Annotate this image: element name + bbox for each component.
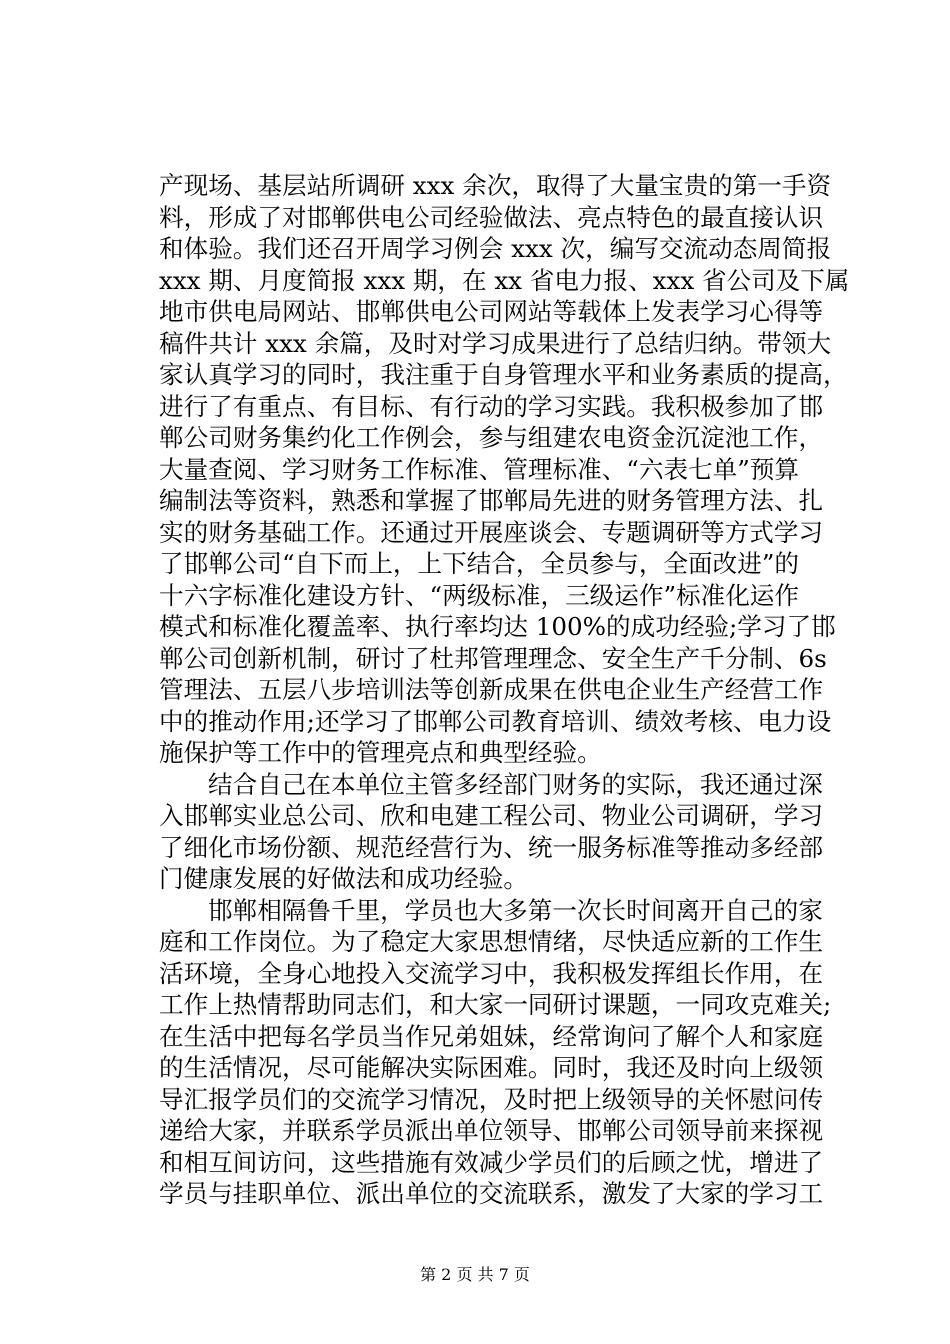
text-line: 导汇报学员们的交流学习情况，及时把上级领导的关怀慰问传 bbox=[159, 1084, 824, 1114]
page-footer bbox=[0, 1265, 950, 1285]
text-line: 模式和标准化覆盖率、执行率均达 100%的成功经验;学习了邯 bbox=[159, 612, 836, 641]
text-line: 地市供电局网站、邯郸供电公司网站等载体上发表学习心得等 bbox=[159, 297, 824, 326]
text-line: 学员与挂职单位、派出单位的交流联系，激发了大家的学习工 bbox=[159, 1179, 824, 1208]
text-line: 编制法等资料，熟悉和掌握了邯郸局先进的财务管理方法、扎 bbox=[159, 486, 824, 515]
text-line: 家认真学习的同时，我注重于自身管理水平和业务素质的提高， bbox=[159, 360, 848, 389]
text-line: 在生活中把每名学员当作兄弟姐妹，经常询问了解个人和家庭 bbox=[159, 1021, 824, 1051]
text-line: 庭和工作岗位。为了稳定大家思想情绪，尽快适应新的工作生 bbox=[159, 927, 824, 956]
text-line: 郸公司财务集约化工作例会，参与组建农电资金沉淀池工作， bbox=[159, 423, 824, 452]
text-line: 料，形成了对邯郸供电公司经验做法、亮点特色的最直接认识 bbox=[159, 202, 824, 232]
text-line: 门健康发展的好做法和成功经验。 bbox=[159, 864, 528, 893]
text-line: 进行了有重点、有目标、有行动的学习实践。我积极参加了邯 bbox=[159, 391, 824, 421]
text-line: 中的推动作用;还学习了邯郸公司教育培训、绩效考核、电力设 bbox=[159, 706, 832, 736]
text-line: 管理法、五层八步培训法等创新成果在供电企业生产经营工作 bbox=[159, 675, 824, 704]
text-line: 十六字标准化建设方针、“两级标准，三级运作”标准化运作 bbox=[159, 580, 799, 610]
text-line: 稿件共计 xxx 余篇，及时对学习成果进行了总结归纳。带领大 bbox=[159, 328, 832, 358]
text-line: 和相互间访问，这些措施有效减少学员们的后顾之忧，增进了 bbox=[159, 1147, 824, 1177]
text-line: 大量查阅、学习财务工作标准、管理标准、“六表七单”预算 bbox=[159, 454, 799, 484]
page-number-label: 第 2 页 共 7 页 bbox=[420, 1265, 530, 1284]
document-body bbox=[159, 170, 849, 1210]
text-line: 产现场、基层站所调研 xxx 余次，取得了大量宝贵的第一手资 bbox=[159, 171, 832, 200]
text-line: 结合自己在本单位主管多经部门财务的实际，我还通过深 bbox=[208, 769, 823, 799]
text-line: 了细化市场份额、规范经营行为、统一服务标准等推动多经部 bbox=[159, 832, 824, 862]
text-line: 递给大家，并联系学员派出单位领导、邯郸公司领导前来探视 bbox=[159, 1116, 824, 1145]
text-line: 实的财务基础工作。还通过开展座谈会、专题调研等方式学习 bbox=[159, 517, 824, 547]
text-line: 和体验。我们还召开周学习例会 xxx 次，编写交流动态周简报 bbox=[159, 234, 832, 263]
text-line: 邯郸相隔鲁千里，学员也大多第一次长时间离开自己的家 bbox=[208, 895, 823, 925]
text-line: 入邯郸实业总公司、欣和电建工程公司、物业公司调研，学习 bbox=[159, 801, 824, 830]
text-line: 了邯郸公司“自下而上，上下结合，全员参与，全面改进”的 bbox=[159, 549, 799, 578]
text-line: 郸公司创新机制，研讨了杜邦管理理念、安全生产千分制、6s bbox=[159, 643, 827, 673]
text-line: 活环境，全身心地投入交流学习中，我积极发挥组长作用，在 bbox=[159, 958, 824, 988]
text-line: 工作上热情帮助同志们，和大家一同研讨课题，一同攻克难关; bbox=[159, 990, 832, 1019]
text-line: xxx 期、月度简报 xxx 期，在 xx 省电力报、xxx 省公司及下属 bbox=[159, 265, 850, 295]
text-line: 施保护等工作中的管理亮点和典型经验。 bbox=[159, 738, 602, 767]
text-line: 的生活情况，尽可能解决实际困难。同时，我还及时向上级领 bbox=[159, 1053, 824, 1082]
